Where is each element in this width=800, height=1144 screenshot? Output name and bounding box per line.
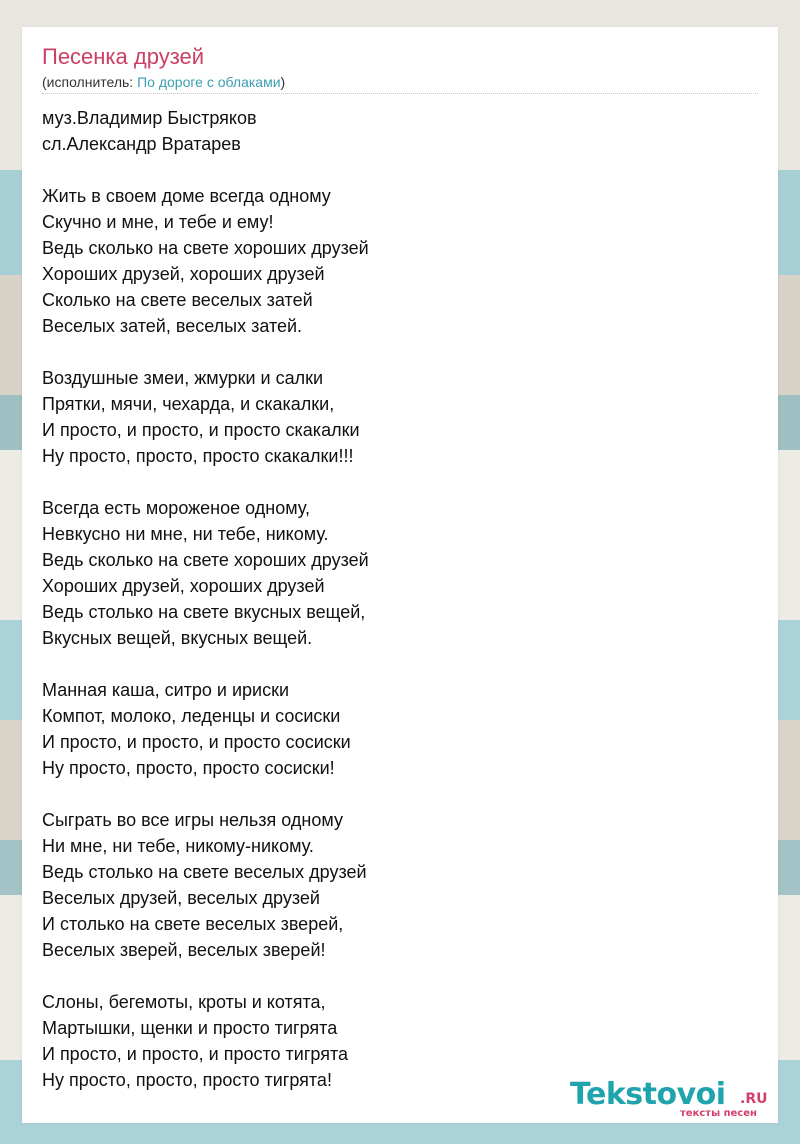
lyric-line: Хороших друзей, хороших друзей — [42, 576, 325, 596]
logo-tagline: тексты песен — [680, 1108, 757, 1119]
lyric-line: Жить в своем доме всегда одному — [42, 186, 331, 206]
lyric-line: И просто, и просто, и просто сосиски — [42, 732, 351, 752]
lyric-line: Всегда есть мороженое одному, — [42, 498, 310, 518]
lyric-line: Слоны, бегемоты, кроты и котята, — [42, 992, 326, 1012]
lyric-line — [42, 963, 758, 989]
lyric-line: И столько на свете веселых зверей, — [42, 914, 344, 934]
lyric-line: Ведь столько на свете веселых друзей — [42, 862, 367, 882]
lyric-line: Вкусных вещей, вкусных вещей. — [42, 628, 313, 648]
lyric-line — [42, 651, 758, 677]
site-logo[interactable] — [570, 1077, 775, 1119]
performer-prefix: (исполнитель: — [42, 74, 138, 90]
performer-suffix: ) — [280, 74, 286, 90]
lyric-line: Сыграть во все игры нельзя одному — [42, 810, 343, 830]
lyric-line: Невкусно ни мне, ни тебе, никому. — [42, 524, 329, 544]
lyrics-body — [42, 105, 758, 1093]
lyric-line: Сколько на свете веселых затей — [42, 290, 313, 310]
lyric-line: Ну просто, просто, просто сосиски! — [42, 758, 335, 778]
lyric-line: И просто, и просто, и просто тигрята — [42, 1044, 348, 1064]
lyric-line: Воздушные змеи, жмурки и салки — [42, 368, 324, 388]
lyrics-sheet — [22, 27, 778, 1123]
lyric-line: Хороших друзей, хороших друзей — [42, 264, 325, 284]
lyric-line: Скучно и мне, и тебе и ему! — [42, 212, 274, 232]
lyric-line: Прятки, мячи, чехарда, и скакалки, — [42, 394, 335, 414]
lyric-line: Веселых зверей, веселых зверей! — [42, 940, 326, 960]
lyric-line: Мартышки, щенки и просто тигрята — [42, 1018, 338, 1038]
lyric-line — [42, 157, 758, 183]
lyric-line: Веселых друзей, веселых друзей — [42, 888, 320, 908]
lyric-line: Ведь столько на свете вкусных вещей, — [42, 602, 366, 622]
lyric-line: Ведь сколько на свете хороших друзей — [42, 550, 369, 570]
lyric-line — [42, 469, 758, 495]
lyric-line: сл.Александр Вратарев — [42, 134, 241, 154]
lyric-line — [42, 781, 758, 807]
lyric-line: Веселых затей, веселых затей. — [42, 316, 303, 336]
performer-link[interactable]: По дороге с облаками — [137, 74, 281, 90]
title-divider — [42, 93, 758, 94]
lyric-line: Ну просто, просто, просто скакалки!!! — [42, 446, 354, 466]
lyric-line: муз.Владимир Быстряков — [42, 108, 257, 128]
logo-domain: .RU — [740, 1091, 768, 1107]
logo-wordmark: Tekstovoi — [570, 1077, 726, 1112]
lyric-line: Манная каша, ситро и ириски — [42, 680, 290, 700]
lyric-line: Ни мне, ни тебе, никому-никому. — [42, 836, 314, 856]
lyric-line: Ведь сколько на свете хороших друзей — [42, 238, 369, 258]
lyric-line: Ну просто, просто, просто тигрята! — [42, 1070, 332, 1090]
lyric-line — [42, 339, 758, 365]
song-title: Песенка друзей — [42, 44, 205, 69]
lyric-line: И просто, и просто, и просто скакалки — [42, 420, 360, 440]
lyric-line: Компот, молоко, леденцы и сосиски — [42, 706, 341, 726]
performer-line — [42, 73, 285, 91]
